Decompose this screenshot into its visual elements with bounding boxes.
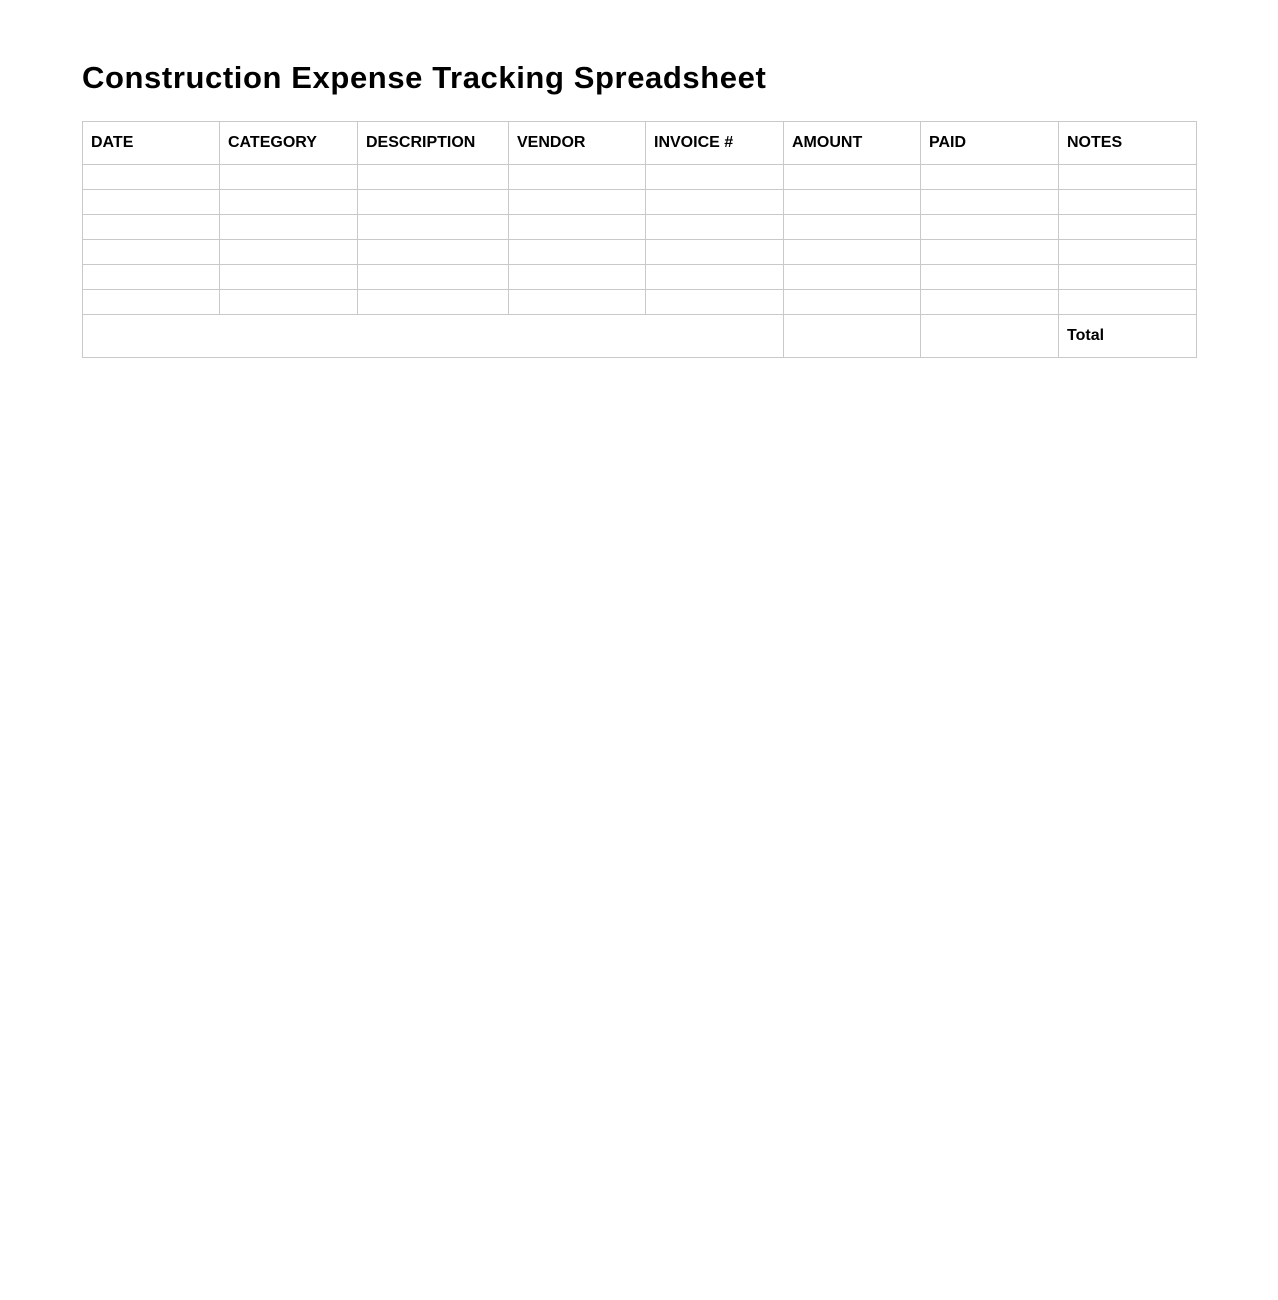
- notes-cell[interactable]: [1059, 165, 1197, 190]
- column-header-amount: AMOUNT: [784, 122, 921, 165]
- column-header-date: DATE: [83, 122, 220, 165]
- column-header-invoice: INVOICE #: [646, 122, 784, 165]
- column-header-notes: NOTES: [1059, 122, 1197, 165]
- description-cell[interactable]: [358, 190, 509, 215]
- total-row: [83, 315, 1197, 358]
- column-header-paid: PAID: [921, 122, 1059, 165]
- page-title: Construction Expense Tracking Spreadsheet: [82, 60, 767, 95]
- description-cell[interactable]: [358, 165, 509, 190]
- notes-cell[interactable]: [1059, 265, 1197, 290]
- description-cell[interactable]: [358, 265, 509, 290]
- amount-cell[interactable]: [784, 290, 921, 315]
- category-cell[interactable]: [220, 215, 358, 240]
- table-row: [83, 215, 1197, 240]
- vendor-cell[interactable]: [509, 240, 646, 265]
- date-cell[interactable]: [83, 290, 220, 315]
- date-cell[interactable]: [83, 215, 220, 240]
- vendor-cell[interactable]: [509, 215, 646, 240]
- vendor-cell[interactable]: [509, 290, 646, 315]
- invoice-cell[interactable]: [646, 265, 784, 290]
- paid-cell[interactable]: [921, 290, 1059, 315]
- amount-cell[interactable]: [784, 165, 921, 190]
- invoice-cell[interactable]: [646, 290, 784, 315]
- vendor-cell[interactable]: [509, 190, 646, 215]
- total-label: Total: [1059, 315, 1197, 358]
- notes-cell[interactable]: [1059, 190, 1197, 215]
- expense-table: [82, 121, 1197, 358]
- notes-cell[interactable]: [1059, 290, 1197, 315]
- invoice-cell[interactable]: [646, 165, 784, 190]
- invoice-cell[interactable]: [646, 240, 784, 265]
- category-cell[interactable]: [220, 165, 358, 190]
- amount-total-cell[interactable]: [784, 315, 921, 358]
- date-cell[interactable]: [83, 240, 220, 265]
- date-cell[interactable]: [83, 190, 220, 215]
- amount-cell[interactable]: [784, 215, 921, 240]
- table-row: [83, 165, 1197, 190]
- amount-cell[interactable]: [784, 240, 921, 265]
- table-row: [83, 265, 1197, 290]
- category-cell[interactable]: [220, 290, 358, 315]
- amount-cell[interactable]: [784, 265, 921, 290]
- category-cell[interactable]: [220, 265, 358, 290]
- date-cell[interactable]: [83, 265, 220, 290]
- description-cell[interactable]: [358, 290, 509, 315]
- notes-cell[interactable]: [1059, 215, 1197, 240]
- vendor-cell[interactable]: [509, 165, 646, 190]
- date-cell[interactable]: [83, 165, 220, 190]
- column-header-vendor: VENDOR: [509, 122, 646, 165]
- notes-cell[interactable]: [1059, 240, 1197, 265]
- description-cell[interactable]: [358, 215, 509, 240]
- table-row: [83, 190, 1197, 215]
- description-cell[interactable]: [358, 240, 509, 265]
- invoice-cell[interactable]: [646, 190, 784, 215]
- total-row-spacer: [83, 315, 784, 358]
- paid-cell[interactable]: [921, 265, 1059, 290]
- table-row: [83, 240, 1197, 265]
- paid-cell[interactable]: [921, 190, 1059, 215]
- paid-cell[interactable]: [921, 215, 1059, 240]
- vendor-cell[interactable]: [509, 265, 646, 290]
- column-header-category: CATEGORY: [220, 122, 358, 165]
- category-cell[interactable]: [220, 240, 358, 265]
- header-row: [83, 122, 1197, 165]
- category-cell[interactable]: [220, 190, 358, 215]
- paid-cell[interactable]: [921, 240, 1059, 265]
- paid-cell[interactable]: [921, 165, 1059, 190]
- table-row: [83, 290, 1197, 315]
- paid-total-cell[interactable]: [921, 315, 1059, 358]
- column-header-description: DESCRIPTION: [358, 122, 509, 165]
- invoice-cell[interactable]: [646, 215, 784, 240]
- amount-cell[interactable]: [784, 190, 921, 215]
